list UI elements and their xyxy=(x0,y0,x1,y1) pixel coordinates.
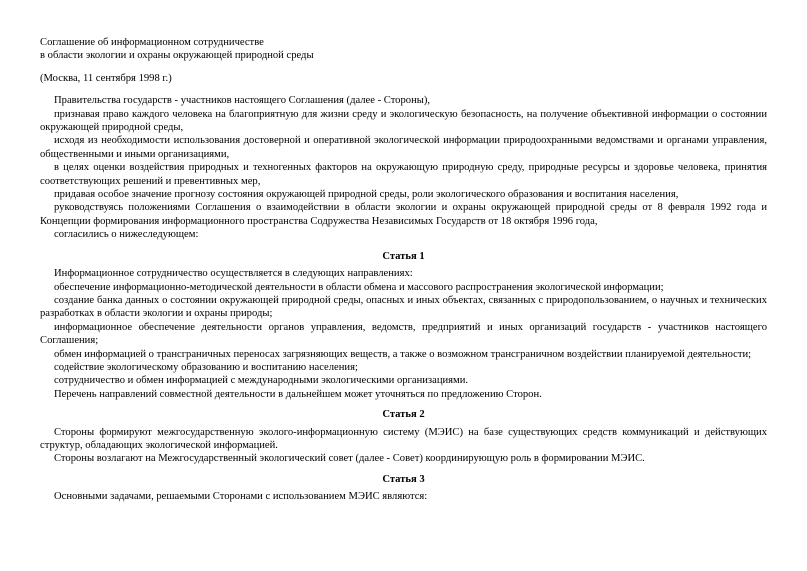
article-1-paragraph: Перечень направлений совместной деятельности в дальнейшем может уточняться по предложению Сторон. xyxy=(54,388,542,400)
article-1-paragraph: Информационное сотрудничество осуществляется в следующих направлениях: xyxy=(54,268,413,280)
article-1-paragraph: содействие экологическому образованию и воспитанию населения; xyxy=(54,361,358,373)
article-1-paragraph: сотрудничество и обмен информацией с международными экологическими организациями. xyxy=(54,375,469,387)
preamble-paragraph: Правительства государств - участников настоящего Соглашения (далее - Стороны), xyxy=(54,95,431,107)
title-line: в области экологии и охраны окружающей природной среды xyxy=(40,50,314,62)
document-date: (Москва, 11 сентября 1998 г.) xyxy=(40,72,172,84)
document-title xyxy=(40,36,767,63)
article-2-paragraph: Стороны формируют межгосударственную эколого-информационную систему (МЭИС) на базе существующих средств коммуникаций и действующих структур, обладающих экологической информацией. xyxy=(40,426,767,451)
title-line: Соглашение об информационном сотрудничестве xyxy=(40,37,264,48)
preamble-paragraph: руководствуясь положениями Соглашения о взаимодействии в области экологии и охраны окружающей природной среды от 8 февраля 1992 года и Концепции формирования информационного пространства Содружества Независимых Государств от 18 октября 1996 года, xyxy=(40,202,767,227)
article-1-paragraph: создание банка данных о состоянии окружающей природной среды, опасных и иных объектах, связанных с природопользованием, о научных и технических разработках в области экологии и охраны природы; xyxy=(40,294,767,320)
article-3-paragraph: Основными задачами, решаемыми Сторонами с использованием МЭИС являются: xyxy=(54,491,428,503)
preamble-paragraph: исходя из необходимости использования достоверной и оперативной экологической информации природоохранными ведомствами и органами управления, общественными и иными организациями, xyxy=(40,135,767,160)
preamble-paragraph: признавая право каждого человека на благоприятную для жизни среду и экологическую безопасность, на получение объективной информации о состоянии окружающей природной среды, xyxy=(40,108,767,134)
article-2-paragraph: Стороны возлагают на Межгосударственный экологический совет (далее - Совет) координирующую роль в формировании МЭИС. xyxy=(54,453,645,465)
preamble-paragraph: в целях оценки воздействия природных и техногенных факторов на окружающую природную среду, природные ресурсы и здоровье человека, принятия соответствующих решений и превентивных мер, xyxy=(40,162,767,187)
document-body xyxy=(40,94,767,503)
document-page xyxy=(40,36,767,504)
article-1-heading: Статья 1 xyxy=(382,250,425,262)
article-3-heading: Статья 3 xyxy=(382,473,425,485)
article-1-paragraph: обмен информацией о трансграничных переносах загрязняющих веществ, а также о возможном трансграничном воздействии планируемой деятельности; xyxy=(54,348,752,360)
article-2-heading: Статья 2 xyxy=(382,409,425,421)
article-1-paragraph: информационное обеспечение деятельности органов управления, ведомств, предприятий и иных организаций государств - участников настоящего Соглашения; xyxy=(40,321,767,347)
preamble-paragraph: согласились о нижеследующем: xyxy=(54,229,199,241)
preamble-paragraph: придавая особое значение прогнозу состояния окружающей природной среды, роли экологического образования и воспитания населения, xyxy=(54,189,679,201)
article-1-paragraph: обеспечение информационно-методической деятельности в области обмена и массового распространения экологической информации; xyxy=(54,281,664,293)
